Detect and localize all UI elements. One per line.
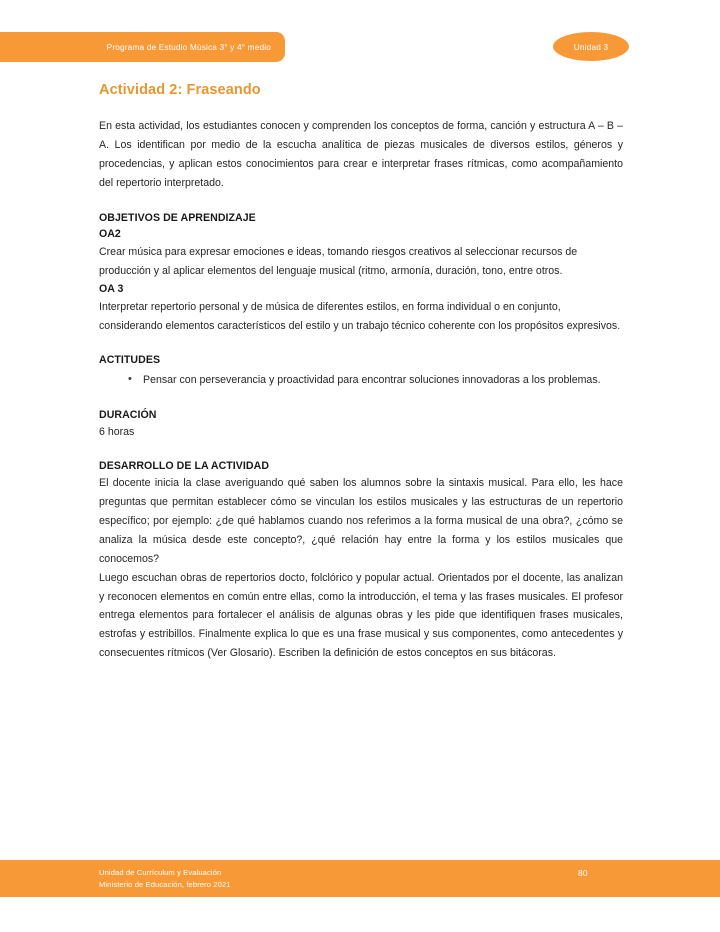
footer-credits xyxy=(99,867,231,891)
objetivos-heading: OBJETIVOS DE APRENDIZAJE xyxy=(99,211,256,224)
unit-badge xyxy=(553,32,629,61)
desarrollo-paragraph-2: Luego escuchan obras de repertorios docto, folclórico y popular actual. Orientados por el docente, las analizan y reconocen elementos en común entre ellas, como la introducción, el tema y las frases musicales. El profesor entrega elementos para fortalecer el análisis de algunas obras y les pide que identifiquen frases musicales, estrofas y estribillos. Finalmente explica lo que es una frase musical y sus componentes, como antecedentes y consecuentes rítmicos (Ver Glosario). Escriben la definición de estos conceptos en sus bitácoras. xyxy=(99,571,623,660)
footer-line-1: Unidad de Currículum y Evaluación xyxy=(99,868,222,877)
unit-badge-label: Unidad 3 xyxy=(573,41,609,52)
desarrollo-heading: DESARROLLO DE LA ACTIVIDAD xyxy=(99,460,270,473)
oa-text-1: Crear música para expresar emociones e ideas, tomando riesgos creativos al seleccionar recursos de producción y al aplicar elementos del lenguaje musical (ritmo, armonía, duración, tono, entre otros. xyxy=(99,246,578,277)
duracion-value: 6 horas xyxy=(99,426,135,439)
program-header-label: Programa de Estudio Música 3° y 4° medio xyxy=(106,42,271,52)
actitudes-heading: ACTITUDES xyxy=(99,354,161,367)
page-title: Actividad 2: Fraseando xyxy=(99,82,261,98)
section-duracion xyxy=(99,407,623,441)
page-number: 80 xyxy=(578,868,588,878)
document-content xyxy=(99,82,623,663)
oa-code-1: OA2 xyxy=(99,228,121,241)
oa-text-2: Interpretar repertorio personal y de música de diferentes estilos, en forma individual o en conjunto, considerando elementos característicos del estilo y un trabajo técnico coherente con los propósitos expresivos. xyxy=(99,300,621,332)
section-actitudes xyxy=(99,352,623,389)
intro-paragraph: En esta actividad, los estudiantes conocen y comprenden los conceptos de forma, canción y estructura A – B – A. Los identifican por medio de la escucha analítica de piezas musicales de diversos estilos, géneros y procedencias, y aplican estos conocimientos para crear e interpretar frases rítmicas, como acompañamiento del repertorio interpretado. xyxy=(99,120,623,189)
duracion-heading: DURACIÓN xyxy=(99,408,157,421)
actitudes-list xyxy=(99,371,623,390)
program-header-band xyxy=(0,32,285,62)
section-desarrollo xyxy=(99,458,623,663)
oa-code-2: OA 3 xyxy=(99,282,124,295)
section-objetivos xyxy=(99,210,623,336)
desarrollo-paragraph-1: El docente inicia la clase averiguando qué saben los alumnos sobre la sintaxis musical. Para ello, les hace preguntas que permitan establecer cómo se vinculan los estilos musicales y las estructuras de un repertorio específico; por ejemplo: ¿de qué hablamos cuando nos referimos a la forma musical de una obra?, ¿cómo se analiza la música desde este concepto?, ¿qué relación hay entre la forma y los estilos musicales que conocemos? xyxy=(99,477,623,565)
footer-line-2: Ministerio de Educación, febrero 2021 xyxy=(99,879,231,889)
list-item: • Pensar con perseverancia y proactividad para encontrar soluciones innovadoras a los problemas. xyxy=(99,371,623,390)
